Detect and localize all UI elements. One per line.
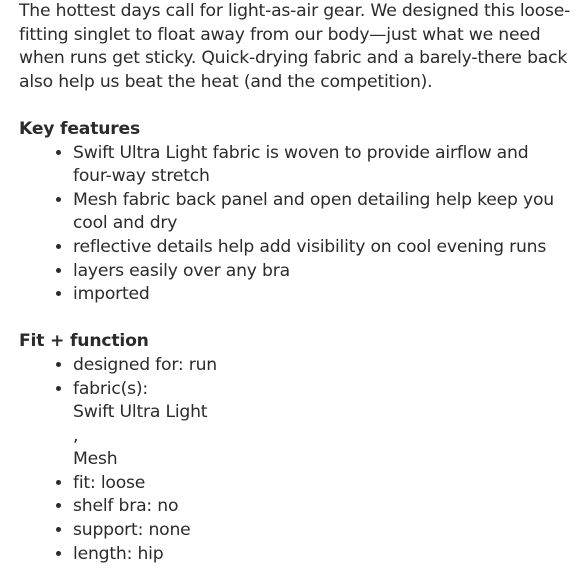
list-item: • designed for: run (73, 354, 571, 378)
product-description (19, 0, 571, 566)
fabric-separator: , (73, 425, 79, 446)
fit-function-list (19, 354, 571, 566)
intro-paragraph: The hottest days call for light-as-air gear. We designed this loose-fitting singlet to float away from our body—just what we need when runs get sticky. Quick-drying fabric and a barely-there back also help us beat the heat (and the competition). (19, 1, 571, 92)
list-item: • length: hip (73, 543, 571, 567)
key-features-list (19, 142, 571, 307)
list-item-fabrics (73, 378, 571, 472)
list-item: • fit: loose (73, 472, 571, 496)
list-item: • Mesh fabric back panel and open detailing help keep you cool and dry (73, 189, 571, 236)
list-item: • reflective details help add visibility on cool evening runs (73, 236, 571, 260)
list-item: • layers easily over any bra (73, 260, 571, 284)
list-item: • shelf bra: no (73, 495, 571, 519)
list-item: • imported (73, 283, 571, 307)
fabric-link: Swift Ultra Light (73, 402, 208, 423)
list-item: • support: none (73, 519, 571, 543)
key-features-heading: Key features (19, 118, 141, 139)
fabrics-label: • fabric(s): (73, 378, 148, 399)
fit-function-heading: Fit + function (19, 331, 149, 352)
fabric-link: Mesh (73, 449, 118, 470)
list-item: • Swift Ultra Light fabric is woven to provide airflow and four-way stretch (73, 142, 571, 189)
